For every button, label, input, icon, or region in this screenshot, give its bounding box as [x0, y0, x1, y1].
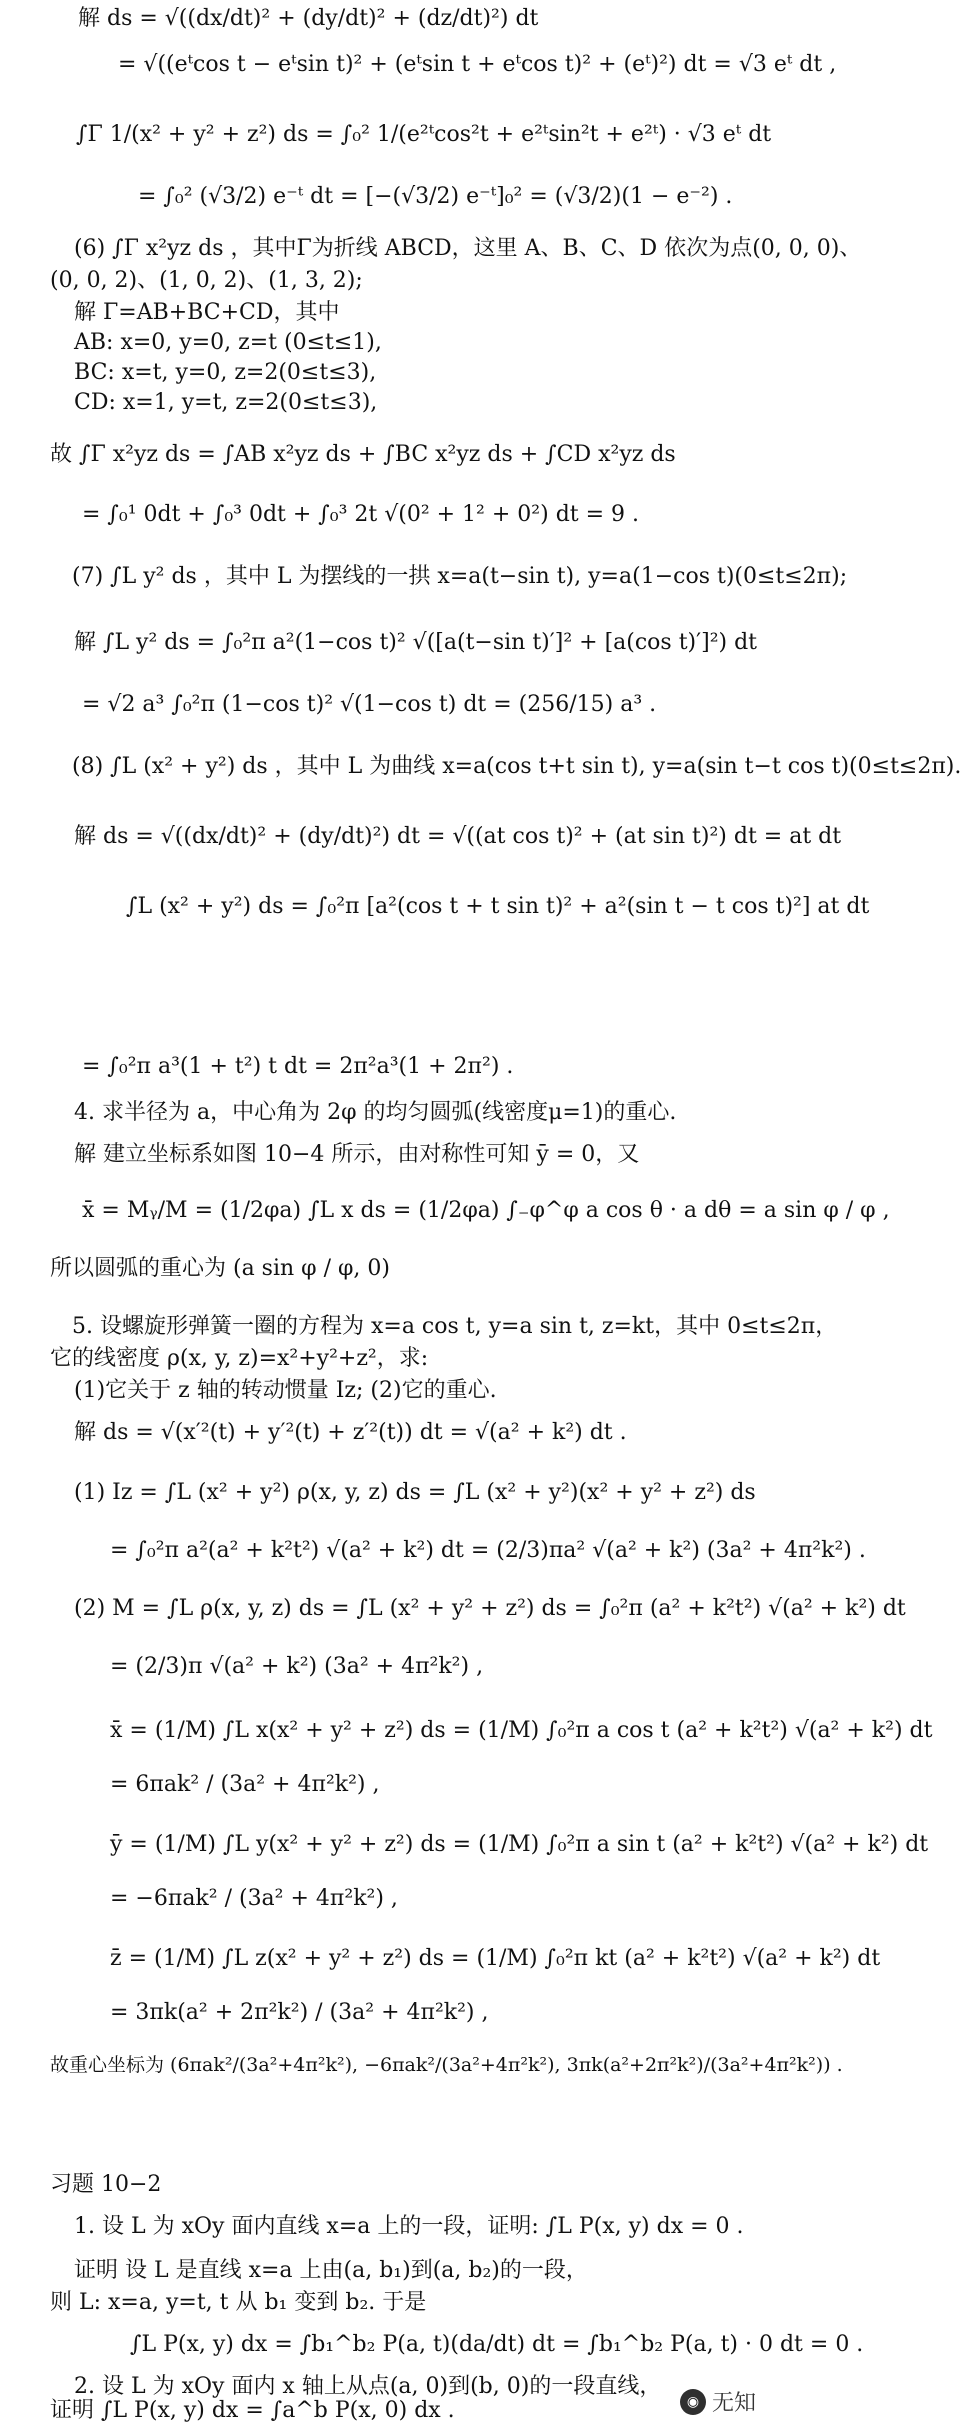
text-line: BC: x=t, y=0, z=2(0≤t≤3), [74, 360, 377, 385]
text-line: 则 L: x=a, y=t, t 从 b₁ 变到 b₂. 于是 [50, 2290, 427, 2315]
watermark [680, 2386, 756, 2417]
text-line: ȳ = (1/M) ∫L y(x² + y² + z²) ds = (1/M) ∫₀²π a sin t (a² + k²t²) √(a² + k²) dt [110, 1832, 929, 1857]
text-line: x̄ = (1/M) ∫L x(x² + y² + z²) ds = (1/M) ∫₀²π a cos t (a² + k²t²) √(a² + k²) dt [110, 1718, 933, 1743]
text-line: = ∫₀²π a²(a² + k²t²) √(a² + k²) dt = (2/3)πa² √(a² + k²) (3a² + 4π²k²) . [110, 1538, 866, 1563]
wechat-icon: ◉ [680, 2389, 706, 2415]
text-line: = √((eᵗcos t − eᵗsin t)² + (eᵗsin t + eᵗcos t)² + (eᵗ)²) dt = √3 eᵗ dt , [118, 52, 837, 77]
text-line: = √2 a³ ∫₀²π (1−cos t)² √(1−cos t) dt = (256/15) a³ . [82, 692, 657, 717]
text-line: = 3πk(a² + 2π²k²) / (3a² + 4π²k²) , [110, 2000, 489, 2025]
text-line: (7) ∫L y² ds ，其中 L 为摆线的一拱 x=a(t−sin t), y=a(1−cos t)(0≤t≤2π); [72, 564, 848, 589]
text-line: = ∫₀² (√3/2) e⁻ᵗ dt = [−(√3/2) e⁻ᵗ]₀² = (√3/2)(1 − e⁻²) . [138, 184, 733, 209]
text-line: x̄ = Mᵧ/M = (1/2φa) ∫L x ds = (1/2φa) ∫₋φ^φ a cos θ · a dθ = a sin φ / φ , [82, 1198, 890, 1223]
text-line: 解 建立坐标系如图 10−4 所示，由对称性可知 ȳ = 0，又 [74, 1142, 640, 1167]
text-line: 故 ∫Γ x²yz ds = ∫AB x²yz ds + ∫BC x²yz ds + ∫CD x²yz ds [50, 442, 676, 467]
text-line: (0, 0, 2)、(1, 0, 2)、(1, 3, 2); [50, 268, 363, 293]
text-line: 4. 求半径为 a，中心角为 2φ 的均匀圆弧(线密度μ=1)的重心. [74, 1100, 677, 1125]
text-line: z̄ = (1/M) ∫L z(x² + y² + z²) ds = (1/M) ∫₀²π kt (a² + k²t²) √(a² + k²) dt [110, 1946, 881, 1971]
text-line: = (2/3)π √(a² + k²) (3a² + 4π²k²) , [110, 1654, 484, 1679]
text-line: 解 ds = √((dx/dt)² + (dy/dt)² + (dz/dt)²) dt [78, 6, 539, 31]
text-line: 2. 设 L 为 xOy 面内 x 轴上从点(a, 0)到(b, 0)的一段直线， [74, 2374, 662, 2399]
text-line: 解 ∫L y² ds = ∫₀²π a²(1−cos t)² √([a(t−sin t)′]² + [a(cos t)′]²) dt [74, 630, 758, 655]
text-line: 证明 ∫L P(x, y) dx = ∫a^b P(x, 0) dx . [50, 2398, 455, 2423]
text-line: = ∫₀²π a³(1 + t²) t dt = 2π²a³(1 + 2π²) . [82, 1054, 514, 1079]
text-line: = 6πak² / (3a² + 4π²k²) , [110, 1772, 380, 1797]
text-line: (2) M = ∫L ρ(x, y, z) ds = ∫L (x² + y² + z²) ds = ∫₀²π (a² + k²t²) √(a² + k²) dt [74, 1596, 906, 1621]
text-line: 所以圆弧的重心为 (a sin φ / φ, 0) [50, 1256, 390, 1281]
text-line: (1)它关于 z 轴的转动惯量 Iz; (2)它的重心. [74, 1378, 497, 1403]
text-line: 证明 设 L 是直线 x=a 上由(a, b₁)到(a, b₂)的一段， [74, 2258, 588, 2283]
text-line: (6) ∫Γ x²yz ds ，其中Γ为折线 ABCD，这里 A、B、C、D 依次为点(0, 0, 0)、 [74, 236, 862, 261]
text-line: 5. 设螺旋形弹簧一圈的方程为 x=a cos t, y=a sin t, z=kt，其中 0≤t≤2π， [72, 1314, 838, 1339]
text-line: AB: x=0, y=0, z=t (0≤t≤1), [74, 330, 382, 355]
text-line: = ∫₀¹ 0dt + ∫₀³ 0dt + ∫₀³ 2t √(0² + 1² + 0²) dt = 9 . [82, 502, 640, 527]
text-line: 1. 设 L 为 xOy 面内直线 x=a 上的一段，证明: ∫L P(x, y) dx = 0 . [74, 2214, 744, 2239]
text-line: ∫Γ 1/(x² + y² + z²) ds = ∫₀² 1/(e²ᵗcos²t + e²ᵗsin²t + e²ᵗ) · √3 eᵗ dt [76, 122, 772, 147]
text-line: 解 ds = √((dx/dt)² + (dy/dt)²) dt = √((at cos t)² + (at sin t)²) dt = at dt [74, 824, 842, 849]
text-line: 解 Γ=AB+BC+CD，其中 [74, 300, 340, 325]
text-line: (8) ∫L (x² + y²) ds ，其中 L 为曲线 x=a(cos t+t sin t), y=a(sin t−t cos t)(0≤t≤2π). [72, 754, 961, 779]
text-line: 它的线密度 ρ(x, y, z)=x²+y²+z²，求: [50, 1346, 429, 1371]
text-line: ∫L (x² + y²) ds = ∫₀²π [a²(cos t + t sin t)² + a²(sin t − t cos t)²] at dt [126, 894, 870, 919]
text-line: 解 ds = √(x′²(t) + y′²(t) + z′²(t)) dt = √(a² + k²) dt . [74, 1420, 627, 1445]
text-line: 故重心坐标为 (6πak²/(3a²+4π²k²), −6πak²/(3a²+4π²k²), 3πk(a²+2π²k²)/(3a²+4π²k²)) . [50, 2054, 843, 2076]
text-line: = −6πak² / (3a² + 4π²k²) , [110, 1886, 398, 1911]
text-line: ∫L P(x, y) dx = ∫b₁^b₂ P(a, t)(da/dt) dt = ∫b₁^b₂ P(a, t) · 0 dt = 0 . [130, 2332, 864, 2357]
text-line: CD: x=1, y=t, z=2(0≤t≤3), [74, 390, 378, 415]
text-line: (1) Iz = ∫L (x² + y²) ρ(x, y, z) ds = ∫L (x² + y²)(x² + y² + z²) ds [74, 1480, 756, 1505]
section-heading: 习题 10−2 [50, 2172, 162, 2197]
watermark-label: 无知 [711, 2391, 756, 2416]
